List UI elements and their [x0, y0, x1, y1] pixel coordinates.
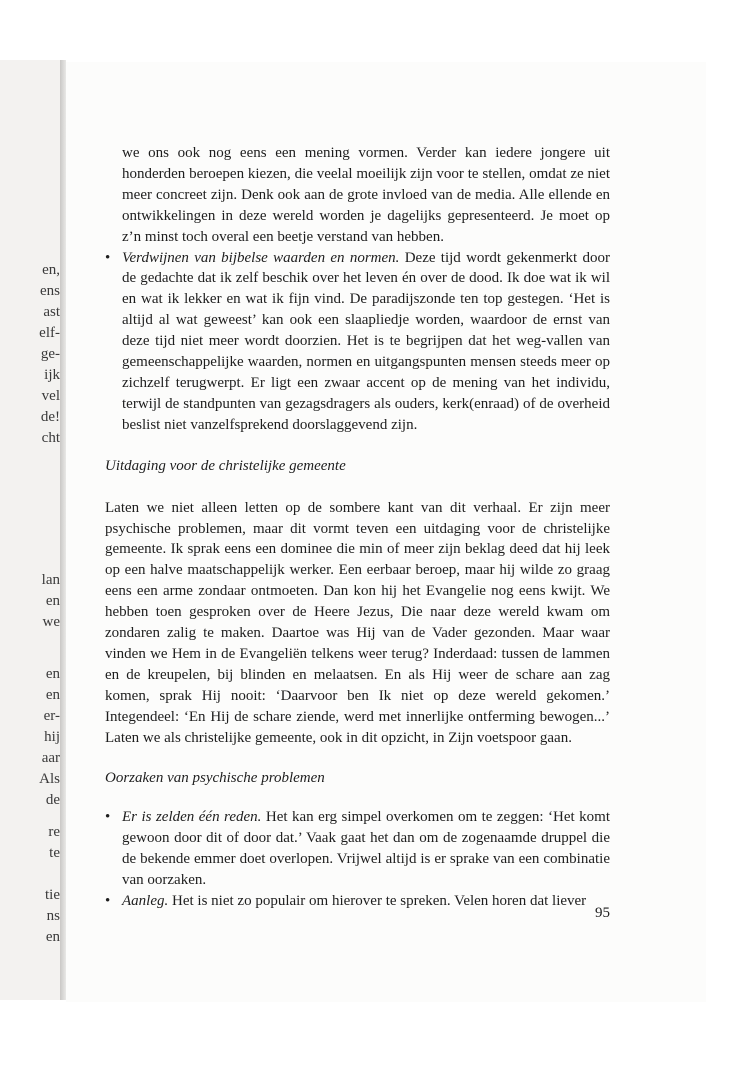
- bullet-item: [105, 807, 610, 891]
- section-heading: Uitdaging voor de christelijke gemeente: [105, 457, 346, 474]
- page-number: 95: [595, 905, 610, 921]
- left-page-fragment: ns: [46, 908, 60, 924]
- left-page-fragment: we: [42, 614, 60, 630]
- bullet-title: Verdwijnen van bijbelse waarden en normen.: [122, 249, 400, 266]
- bullet-item: [105, 891, 610, 912]
- left-page-fragment: de!: [40, 409, 60, 425]
- left-page-fragment: er-: [43, 708, 60, 724]
- left-page-fragment: hij: [44, 729, 60, 745]
- left-page-fragment: aar: [41, 750, 60, 766]
- left-page-fragment: lan: [41, 572, 60, 588]
- bullet-title: Aanleg.: [122, 893, 169, 909]
- left-page-fragment: Als: [39, 771, 60, 787]
- left-page-fragment: tie: [45, 887, 60, 903]
- left-page-fragment: ast: [43, 304, 60, 320]
- intro-paragraph: we ons ook nog eens een mening vormen. Verder kan iedere jongere uit honderden beroepen kiezen, die veelal moeilijk zijn voor te stellen, omdat ze niet meer concreet zijn. Denk ook aan de grote invloed van de media. Alle ellende en ontwikkelingen in deze wereld worden je dagelijks gepresenteerd. Je moet op z’n minst toch overal een beetje verstand van hebben.: [122, 145, 610, 245]
- bullet-icon: •: [105, 249, 111, 266]
- left-page-fragment: ijk: [44, 367, 60, 383]
- bullet-text: Het kan erg simpel overkomen om te zeggen: ‘Het komt gewoon door dit of door dat.’ Vaak gaat het dan om de zogenaamde druppel die de bekende emmer doet overlopen. Vrijwel altijd is er sprake van een combinatie van oorzaken.: [122, 809, 610, 889]
- left-page-fragment: en: [45, 666, 60, 682]
- left-page-fragment: vel: [41, 388, 60, 404]
- body-paragraph: Laten we niet alleen letten op de sombere kant van dit verhaal. Er zijn meer psychische problemen, maar dit vormt teven een uitdaging voor de christelijke gemeente. Ik sprak eens een dominee die min of meer zijn beklag deed dat hij leek op een halve maatschappelijk werker. Een eerbaar beroep, maar hij wilde zo graag eens een arme zondaar ontmoeten. Dan kon hij het Evangelie nog eens kwijt. We hebben toen gesproken over de Heere Jezus, Die naar deze wereld kwam om zondaren zalig te maken. Daartoe was Hij van de Vader gezonden. Maar waar vinden we Hem in de Evangeliën telkens weer terug? Inderdaad: tussen de lammen en de kreupelen, bij blinden en melaatsen. En als Hij weer de schare aan zag komen, sprak Hij nooit: ‘Daarvoor ben Ik niet op deze wereld gekomen.’ Integendeel: ‘En Hij de schare ziende, werd met innerlijke ontferming bewogen...’ Laten we als christelijke gemeente, ook in dit opzicht, in Zijn voetspoor gaan.: [105, 499, 610, 746]
- bullet-item: [105, 248, 610, 436]
- left-page-fragment: de: [45, 792, 60, 808]
- left-page-fragment: ens: [40, 283, 60, 299]
- bullet-icon: •: [105, 893, 111, 909]
- left-page-fragment: en: [45, 593, 60, 609]
- left-page-fragment: en: [45, 687, 60, 703]
- bullet-title: Er is zelden één reden.: [122, 809, 262, 826]
- left-page-fragment: en: [45, 929, 60, 945]
- left-page-fragment: cht: [41, 430, 60, 446]
- left-page-fragment: re: [48, 824, 60, 840]
- section-heading: Oorzaken van psychische problemen: [105, 770, 325, 787]
- page-body: [105, 143, 610, 912]
- left-page-fragment: en,: [42, 262, 60, 278]
- left-page-fragment: ge-: [40, 346, 60, 362]
- previous-page-edge: [0, 60, 64, 1000]
- bullet-text: Het is niet zo populair om hierover te spreken. Velen horen dat liever: [168, 893, 587, 909]
- left-page-fragment: te: [49, 845, 60, 861]
- left-page-fragment: elf-: [39, 325, 60, 341]
- bullet-icon: •: [105, 809, 111, 826]
- bullet-text: Deze tijd wordt gekenmerkt door de gedachte dat ik zelf beschik over het leven én over de dood. Ik doe wat ik wil en wat ik lekker en wat ik fijn vind. De paradijszonde ten top gestegen. ‘Het is altijd al wat geweest’ kan ook een slaapliedje worden, waardoor de ernst van deze tijd niet meer wordt doorzien. Het is te begrijpen dat het weg-vallen van gemeenschappelijke waarden, normen en uitgangspunten mensen steeds meer op zichzelf terugwerpt. Er ligt een zwaar accent op de mening van het individu, terwijl de standpunten van gezagsdragers als ouders, kerk(enraad) of de overheid beslist niet vanzelfsprekend doorslaggevend zijn.: [122, 249, 610, 433]
